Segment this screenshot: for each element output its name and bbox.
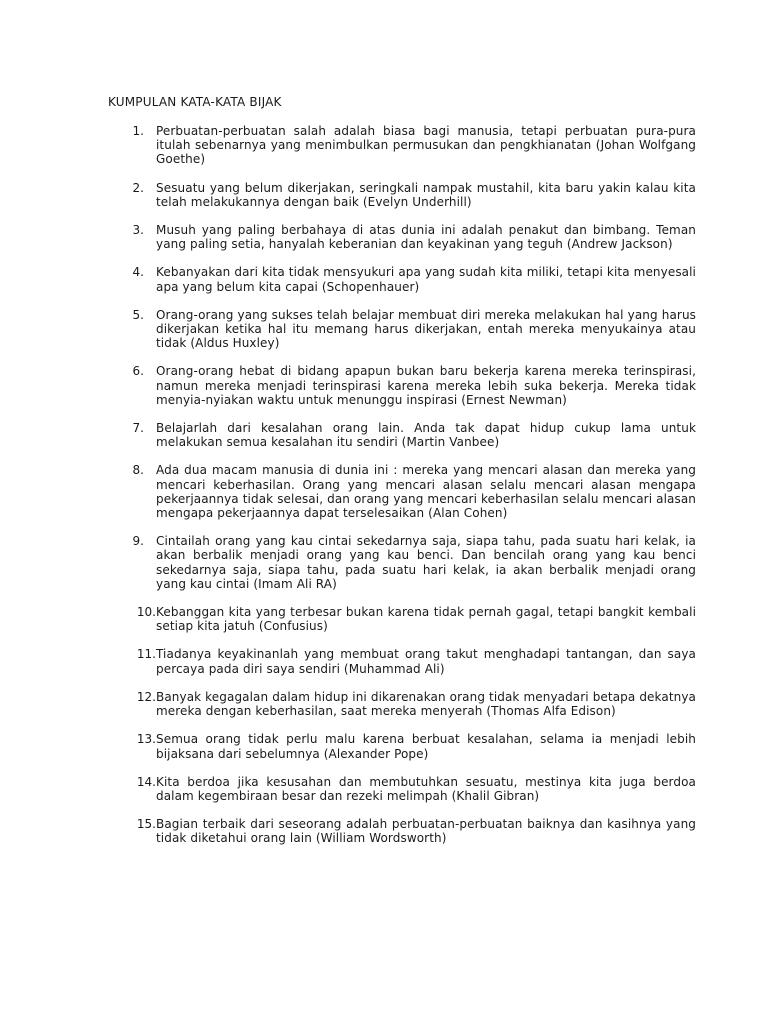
quote-text: Belajarlah dari kesalahan orang lain. Anda tak dapat hidup cukup lama untuk melakukan semua kesalahan itu sendiri (Martin Vanbee) [156, 421, 696, 450]
quote-text: Ada dua macam manusia di dunia ini : mereka yang mencari alasan dan mereka yang mencari keberhasilan. Orang yang mencari alasan selalu mencari alasan mengapa pekerjaannya tidak selesai, dan orang yang mencari keberhasilan selalu mencari alasan mengapa pekerjaannya dapat terselesaikan (Alan Cohen) [156, 463, 696, 521]
quote-text: Perbuatan-perbuatan salah adalah biasa bagi manusia, tetapi perbuatan pura-pura itulah sebenarnya yang menimbulkan permusukan dan pengkhianatan (Johan Wolfgang Goethe) [156, 124, 696, 167]
quote-item-8 [108, 463, 696, 520]
quote-text: Orang-orang hebat di bidang apapun bukan baru bekerja karena mereka terinspirasi, namun mereka menjadi terinspirasi karena mereka lebih suka bekerja. Mereka tidak menyia-nyiakan waktu untuk menunggu inspirasi (Ernest Newman) [156, 364, 696, 407]
quote-list [108, 124, 696, 860]
quote-item-7 [108, 421, 696, 449]
quote-number: 15. [136, 817, 156, 832]
quote-item-2 [108, 181, 696, 209]
quote-text: Kebanyakan dari kita tidak mensyukuri apa yang sudah kita miliki, tetapi kita menyesali apa yang belum kita capai (Schopenhauer) [156, 265, 696, 294]
quote-text: Kebanggan kita yang terbesar bukan karena tidak pernah gagal, tetapi bangkit kembali setiap kita jatuh (Confusius) [156, 605, 696, 634]
quote-number: 3. [132, 223, 144, 238]
quote-item-13 [108, 732, 696, 760]
quote-number: 2. [132, 180, 144, 195]
document-title: KUMPULAN KATA-KATA BIJAK [108, 95, 282, 109]
quote-item-1 [108, 124, 696, 167]
quote-number: 8. [132, 463, 144, 478]
quote-text: Tiadanya keyakinanlah yang membuat orang takut menghadapi tantangan, dan saya percaya pada diri saya sendiri (Muhammad Ali) [156, 647, 696, 676]
quote-item-14 [108, 775, 696, 803]
quote-item-15 [108, 817, 696, 845]
quote-text: Banyak kegagalan dalam hidup ini dikarenakan orang tidak menyadari betapa dekatnya mereka dengan keberhasilan, saat mereka menyerah (Thomas Alfa Edison) [156, 689, 696, 719]
quote-item-5 [108, 308, 696, 351]
quote-number: 7. [132, 421, 144, 436]
quote-number: 5. [132, 307, 144, 322]
quote-item-11 [108, 647, 696, 675]
quote-number: 4. [132, 265, 144, 280]
quote-number: 10. [136, 605, 156, 620]
quote-text: Bagian terbaik dari seseorang adalah perbuatan-perbuatan baiknya dan kasihnya yang tidak diketahui orang lain (William Wordsworth) [156, 817, 696, 846]
quote-item-3 [108, 223, 696, 251]
quote-number: 1. [132, 124, 144, 138]
quote-item-9 [108, 534, 696, 591]
quote-number: 6. [132, 364, 144, 379]
quote-number: 12. [136, 689, 156, 704]
quote-text: Orang-orang yang sukses telah belajar membuat diri mereka melakukan hal yang harus dikerjakan ketika hal itu memang harus dikerjakan, entah mereka menyukainya atau tidak (Aldus Huxley) [156, 307, 696, 351]
quote-number: 14. [136, 774, 156, 789]
quote-number: 11. [136, 647, 156, 662]
quote-text: Musuh yang paling berbahaya di atas dunia ini adalah penakut dan bimbang. Teman yang paling setia, hanyalah keberanian dan keyakinan yang teguh (Andrew Jackson) [156, 223, 696, 252]
quote-item-10 [108, 605, 696, 633]
quote-text: Cintailah orang yang kau cintai sekedarnya saja, siapa tahu, pada suatu hari kelak, ia akan berbalik menjadi orang yang kau benci. Dan bencilah orang yang kau benci sekedarnya saja, siapa tahu, pada suatu hari kelak, ia akan berbalik menjadi orang yang kau cintai (Imam Ali RA) [156, 534, 696, 591]
quote-text: Kita berdoa jika kesusahan dan membutuhkan sesuatu, mestinya kita juga berdoa dalam kegembiraan besar dan rezeki melimpah (Khalil Gibran) [156, 774, 696, 803]
quote-number: 13. [136, 732, 156, 747]
quote-number: 9. [132, 534, 144, 549]
quote-item-6 [108, 364, 696, 407]
quote-text: Semua orang tidak perlu malu karena berbuat kesalahan, selama ia menjadi lebih bijaksana dari sebelumnya (Alexander Pope) [156, 732, 696, 761]
quote-item-4 [108, 265, 696, 293]
quote-item-12 [108, 690, 696, 718]
quote-text: Sesuatu yang belum dikerjakan, seringkali nampak mustahil, kita baru yakin kalau kita telah melakukannya dengan baik (Evelyn Underhill) [156, 180, 696, 209]
